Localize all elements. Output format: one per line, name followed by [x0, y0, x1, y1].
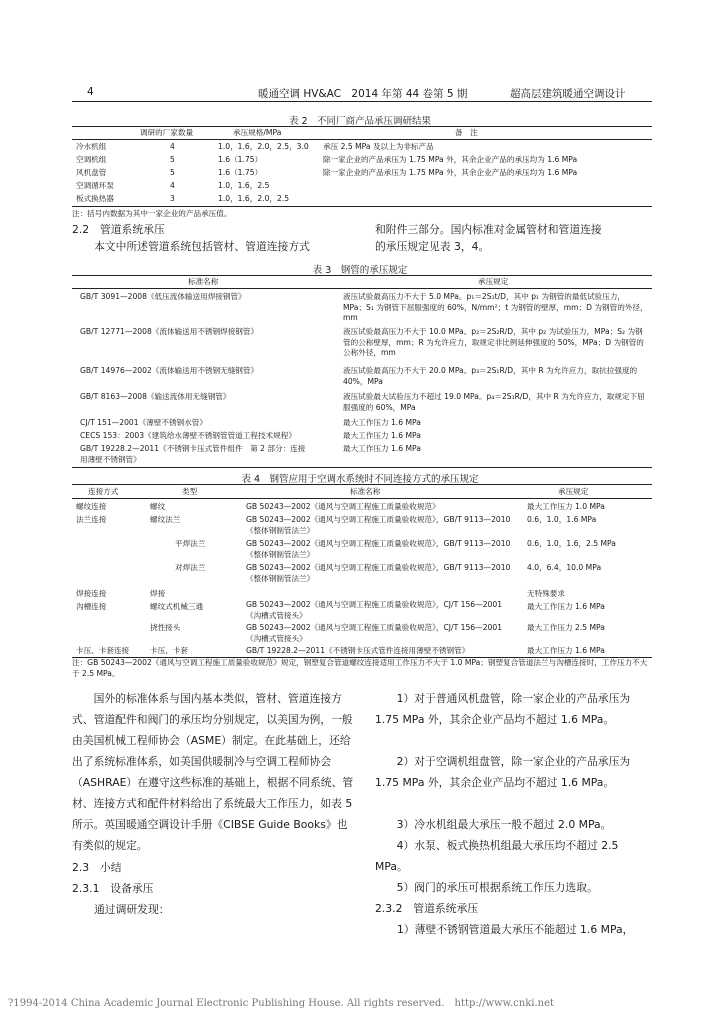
right-item-3: 3）冷水机组最大承压一般不超过 2.0 MPa。	[396, 818, 612, 831]
left-paragraph: 国外的标准体系与国内基本类似，管材、管道连接方式、管道配件和阀门的承压均分别规定，以美国为例，一般由美国机械工程师协会（ASME）制定。在此基础上，还给出了系统标准体系，如美国供暖制冷与空调工程师协会（ASHRAE）在遵守这些标准的基础上，根据不同系统、管材、连接方式和配件材料给出了系统最大工作压力，如表 5 所示。英国暖通空调设计手册《CIBSE Guide Books》也有类似的规定。	[72, 692, 354, 852]
header-rule	[72, 101, 652, 102]
table3-top-rule	[72, 275, 652, 276]
article-running-title: 超高层建筑暖通空调设计	[510, 88, 626, 100]
section-2-3-2-heading: 2.3.2 管道系统承压	[375, 902, 479, 915]
table4-header-method: 连接方式	[88, 487, 119, 496]
section-2-3-heading: 2.3 小结	[72, 861, 122, 874]
table4-top-rule	[72, 484, 652, 485]
table2-header-count: 调研的厂家数量	[140, 128, 194, 137]
survey-intro: 通过调研发现：	[94, 903, 170, 916]
right-item-5: 5）阀门的承压可根据系统工作压力选取。	[396, 881, 598, 894]
journal-name: 暖通空调 HV&AC 2014 年第 44 卷第 5 期	[258, 88, 468, 100]
table2-bottom-rule	[72, 206, 652, 207]
right-item-2: 2）对于空调机组盘管，除一家企业的产品承压为 1.75 MPa 外，其余企业产品均不超过 1.6 MPa。	[375, 755, 631, 789]
right-item-4: 4）水泵、板式换热机组最大承压均不超过 2.5 MPa。	[375, 839, 619, 873]
table4-header-standard: 标准名称	[350, 487, 381, 496]
table2-footnote: 注：括号内数据为其中一家企业的产品承压值。	[72, 209, 232, 218]
table2-header-spec: 承压规格/MPa	[233, 128, 282, 137]
copyright-footer: ?1994-2014 China Academic Journal Electronic Publishing House. All rights reserved. http://www.cnki.net	[8, 998, 555, 1009]
section-2-2-right-line2: 的承压规定见表 3，4。	[375, 240, 490, 253]
table4-caption: 表 4 钢管应用于空调水系统时不同连接方式的承压规定	[241, 474, 479, 485]
table3-bottom-rule	[72, 467, 652, 468]
table4-footnote: 注：GB 50243—2002《通风与空调工程施工质量验收规范》规定，钢塑复合管道螺纹连接适用工作压力不大于 1.0 MPa；钢塑复合管道法兰与沟槽连接时，工作压力不大于 2.5 MPa。	[72, 658, 648, 678]
right-item-last: 1）薄壁不锈钢管道最大承压不能超过 1.6 MPa，	[397, 923, 634, 936]
table2-top-rule	[72, 126, 652, 127]
table2-header-note: 备 注	[455, 128, 478, 137]
table4-header-rule	[72, 498, 652, 499]
table3-header-rule	[72, 288, 652, 289]
table3-header-rule-text: 承压规定	[478, 277, 509, 286]
table4-header-pressure: 承压规定	[558, 487, 589, 496]
page-number: 4	[87, 86, 94, 98]
section-2-3-1-heading: 2.3.1 设备承压	[72, 882, 154, 895]
table3-caption: 表 3 钢管的承压规定	[312, 265, 408, 276]
section-2-2-heading: 2.2 管道系统承压	[72, 223, 165, 236]
section-2-2-right-line1: 和附件三部分。国内标准对金属管材和管道连接	[375, 223, 602, 236]
right-item-1: 1）对于普通风机盘管，除一家企业的产品承压为 1.75 MPa 外，其余企业产品均不超过 1.6 MPa。	[375, 692, 631, 726]
table2-caption: 表 2 不同厂商产品承压调研结果	[288, 116, 432, 127]
table4-header-type: 类型	[182, 487, 198, 496]
table2-header-rule	[72, 139, 652, 140]
section-2-2-left-text: 本文中所述管道系统包括管材、管道连接方式	[94, 240, 310, 253]
table3-header-standard: 标准名称	[188, 277, 219, 286]
